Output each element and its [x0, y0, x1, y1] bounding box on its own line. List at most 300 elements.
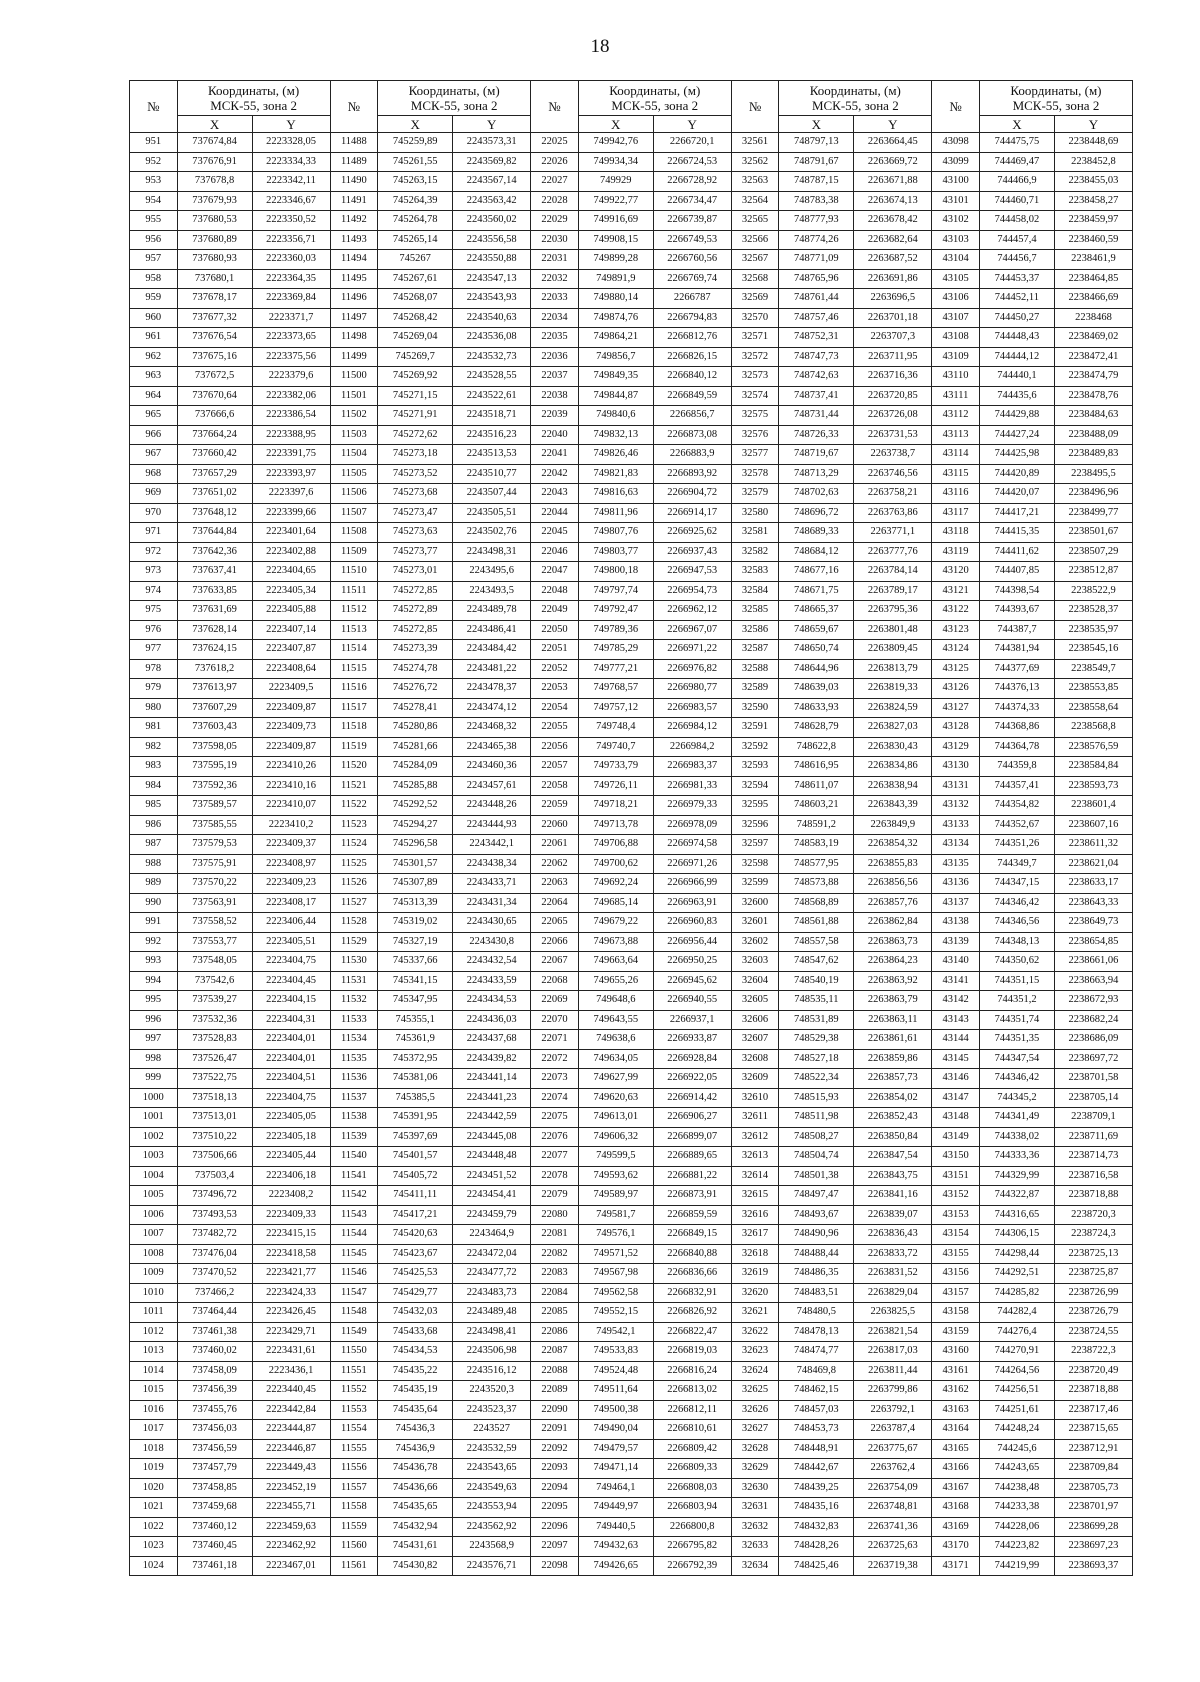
y-coordinate-cell: 2243454,41: [453, 1186, 531, 1206]
x-coordinate-cell: 744276,4: [979, 1322, 1054, 1342]
x-coordinate-cell: 749713,78: [578, 815, 653, 835]
x-coordinate-cell: 744357,41: [979, 776, 1054, 796]
x-coordinate-cell: 749916,69: [578, 211, 653, 231]
y-coordinate-cell: 2266832,91: [653, 1283, 731, 1303]
y-coordinate-cell: 2266826,92: [653, 1303, 731, 1323]
x-coordinate-cell: 744377,69: [979, 659, 1054, 679]
point-number-cell: 1008: [130, 1244, 178, 1264]
y-coordinate-cell: 2238455,03: [1054, 172, 1132, 192]
table-row: [130, 1283, 1133, 1303]
point-number-cell: 32622: [731, 1322, 779, 1342]
point-number-cell: 43105: [932, 269, 980, 289]
table-row: [130, 1381, 1133, 1401]
point-number-cell: 22034: [531, 308, 579, 328]
point-number-cell: 22057: [531, 757, 579, 777]
x-coordinate-cell: 745273,18: [378, 445, 453, 465]
point-number-cell: 997: [130, 1030, 178, 1050]
point-number-cell: 11549: [330, 1322, 378, 1342]
point-number-cell: 951: [130, 133, 178, 153]
point-number-cell: 11534: [330, 1030, 378, 1050]
x-coordinate-cell: 748490,96: [779, 1225, 854, 1245]
x-coordinate-cell: 749673,88: [578, 932, 653, 952]
y-coordinate-cell: 2223429,71: [252, 1322, 330, 1342]
y-coordinate-cell: 2238472,41: [1054, 347, 1132, 367]
y-coordinate-cell: 2243431,34: [453, 893, 531, 913]
point-number-cell: 32591: [731, 718, 779, 738]
y-coordinate-cell: 2238697,23: [1054, 1537, 1132, 1557]
coords-header: [378, 81, 531, 116]
point-number-cell: 22086: [531, 1322, 579, 1342]
point-number-cell: 32608: [731, 1049, 779, 1069]
y-coordinate-cell: 2238697,72: [1054, 1049, 1132, 1069]
coords-header-line2: МСК-55, зона 2: [1012, 98, 1100, 113]
point-number-cell: 32580: [731, 503, 779, 523]
table-row: [130, 991, 1133, 1011]
point-number-cell: 43134: [932, 835, 980, 855]
point-number-cell: 22088: [531, 1361, 579, 1381]
y-coordinate-cell: 2223386,54: [252, 406, 330, 426]
point-number-cell: 990: [130, 893, 178, 913]
x-coordinate-cell: 749542,1: [578, 1322, 653, 1342]
x-coordinate-cell: 749821,83: [578, 464, 653, 484]
y-coordinate-cell: 2263725,63: [854, 1537, 932, 1557]
x-coordinate-cell: 737666,6: [177, 406, 252, 426]
x-coordinate-cell: 749685,14: [578, 893, 653, 913]
point-number-cell: 22069: [531, 991, 579, 1011]
y-coordinate-cell: 2223467,01: [252, 1556, 330, 1576]
x-coordinate-cell: 737657,29: [177, 464, 252, 484]
y-coordinate-cell: 2266795,82: [653, 1537, 731, 1557]
y-coordinate-cell: 2266809,42: [653, 1439, 731, 1459]
x-coordinate-cell: 749634,05: [578, 1049, 653, 1069]
point-number-cell: 43150: [932, 1147, 980, 1167]
point-number-cell: 43167: [932, 1478, 980, 1498]
y-coordinate-cell: 2243486,41: [453, 620, 531, 640]
point-number-cell: 22076: [531, 1127, 579, 1147]
y-coordinate-cell: 2223369,84: [252, 289, 330, 309]
point-number-cell: 43155: [932, 1244, 980, 1264]
y-coordinate-cell: 2266800,8: [653, 1517, 731, 1537]
y-coordinate-cell: 2266812,76: [653, 328, 731, 348]
x-coordinate-cell: 737558,52: [177, 913, 252, 933]
y-coordinate-cell: 2243560,02: [453, 211, 531, 231]
point-number-cell: 22035: [531, 328, 579, 348]
point-number-cell: 22046: [531, 542, 579, 562]
y-coordinate-cell: 2243433,59: [453, 971, 531, 991]
y-coordinate-cell: 2223408,2: [252, 1186, 330, 1206]
x-coordinate-cell: 749929: [578, 172, 653, 192]
point-number-cell: 973: [130, 562, 178, 582]
point-number-cell: 43169: [932, 1517, 980, 1537]
x-coordinate-cell: 745268,42: [378, 308, 453, 328]
y-coordinate-cell: 2263795,36: [854, 601, 932, 621]
x-coordinate-cell: 749643,55: [578, 1010, 653, 1030]
point-number-cell: 32577: [731, 445, 779, 465]
table-row: [130, 269, 1133, 289]
y-coordinate-cell: 2223397,6: [252, 484, 330, 504]
y-coordinate-cell: 2266849,15: [653, 1225, 731, 1245]
point-number-cell: 22066: [531, 932, 579, 952]
x-coordinate-cell: 745432,03: [378, 1303, 453, 1323]
y-coordinate-cell: 2238448,69: [1054, 133, 1132, 153]
point-number-cell: 22074: [531, 1088, 579, 1108]
point-number-cell: 11561: [330, 1556, 378, 1576]
y-coordinate-cell: 2266980,77: [653, 679, 731, 699]
x-coordinate-cell: 745263,15: [378, 172, 453, 192]
y-coordinate-cell: 2238545,16: [1054, 640, 1132, 660]
y-coordinate-cell: 2243543,93: [453, 289, 531, 309]
point-number-cell: 11519: [330, 737, 378, 757]
point-number-cell: 979: [130, 679, 178, 699]
point-number-cell: 32623: [731, 1342, 779, 1362]
x-coordinate-cell: 748457,03: [779, 1400, 854, 1420]
x-coordinate-cell: 737458,09: [177, 1361, 252, 1381]
x-coordinate-cell: 745281,66: [378, 737, 453, 757]
y-coordinate-cell: 2238496,96: [1054, 484, 1132, 504]
y-coordinate-cell: 2223334,33: [252, 152, 330, 172]
x-coordinate-cell: 744306,15: [979, 1225, 1054, 1245]
x-coordinate-cell: 737631,69: [177, 601, 252, 621]
x-coordinate-cell: 745273,68: [378, 484, 453, 504]
y-coordinate-cell: 2243481,22: [453, 659, 531, 679]
y-coordinate-cell: 2238693,37: [1054, 1556, 1132, 1576]
x-coordinate-cell: 745272,62: [378, 425, 453, 445]
y-coordinate-cell: 2223373,65: [252, 328, 330, 348]
point-number-cell: 43116: [932, 484, 980, 504]
point-number-cell: 43151: [932, 1166, 980, 1186]
y-coordinate-cell: 2263664,45: [854, 133, 932, 153]
x-coordinate-cell: 744376,13: [979, 679, 1054, 699]
y-coordinate-cell: 2223350,52: [252, 211, 330, 231]
y-coordinate-cell: 2263839,07: [854, 1205, 932, 1225]
point-number-cell: 32572: [731, 347, 779, 367]
y-coordinate-cell: 2266859,59: [653, 1205, 731, 1225]
point-number-cell: 22067: [531, 952, 579, 972]
point-number-cell: 43102: [932, 211, 980, 231]
point-number-cell: 43129: [932, 737, 980, 757]
table-row: [130, 1439, 1133, 1459]
point-number-cell: 43141: [932, 971, 980, 991]
x-coordinate-cell: 744223,82: [979, 1537, 1054, 1557]
x-coordinate-cell: 737542,6: [177, 971, 252, 991]
x-coordinate-cell: 748561,88: [779, 913, 854, 933]
point-number-cell: 992: [130, 932, 178, 952]
y-coordinate-cell: 2243460,36: [453, 757, 531, 777]
point-number-cell: 43127: [932, 698, 980, 718]
x-header: X: [578, 116, 653, 133]
x-coordinate-cell: 744415,35: [979, 523, 1054, 543]
y-coordinate-cell: 2243532,73: [453, 347, 531, 367]
point-number-cell: 32583: [731, 562, 779, 582]
point-number-cell: 43138: [932, 913, 980, 933]
y-coordinate-cell: 2223405,34: [252, 581, 330, 601]
x-coordinate-cell: 748577,95: [779, 854, 854, 874]
y-coordinate-cell: 2266933,87: [653, 1030, 731, 1050]
point-number-cell: 32628: [731, 1439, 779, 1459]
x-coordinate-cell: 749922,77: [578, 191, 653, 211]
point-number-cell: 11502: [330, 406, 378, 426]
x-coordinate-cell: 737613,97: [177, 679, 252, 699]
y-coordinate-cell: 2238474,79: [1054, 367, 1132, 387]
x-coordinate-cell: 748726,33: [779, 425, 854, 445]
point-number-cell: 961: [130, 328, 178, 348]
point-number-cell: 11551: [330, 1361, 378, 1381]
y-coordinate-cell: 2266809,33: [653, 1459, 731, 1479]
y-coordinate-cell: 2263674,13: [854, 191, 932, 211]
x-coordinate-cell: 737679,93: [177, 191, 252, 211]
point-number-cell: 32570: [731, 308, 779, 328]
y-coordinate-cell: 2223379,6: [252, 367, 330, 387]
point-number-cell: 22079: [531, 1186, 579, 1206]
point-number-cell: 43104: [932, 250, 980, 270]
y-coordinate-cell: 2223444,87: [252, 1420, 330, 1440]
y-coordinate-cell: 2238601,4: [1054, 796, 1132, 816]
x-coordinate-cell: 745347,95: [378, 991, 453, 1011]
y-coordinate-cell: 2223408,17: [252, 893, 330, 913]
x-coordinate-cell: 748737,41: [779, 386, 854, 406]
point-number-cell: 969: [130, 484, 178, 504]
point-number-cell: 43132: [932, 796, 980, 816]
point-number-cell: 22081: [531, 1225, 579, 1245]
table-row: [130, 1108, 1133, 1128]
y-coordinate-cell: 2243527: [453, 1420, 531, 1440]
point-number-cell: 43161: [932, 1361, 980, 1381]
x-coordinate-cell: 745261,55: [378, 152, 453, 172]
point-number-cell: 43158: [932, 1303, 980, 1323]
x-coordinate-cell: 748583,19: [779, 835, 854, 855]
x-coordinate-cell: 749800,18: [578, 562, 653, 582]
point-number-cell: 32565: [731, 211, 779, 231]
y-coordinate-cell: 2263691,86: [854, 269, 932, 289]
x-coordinate-cell: 748474,77: [779, 1342, 854, 1362]
point-number-cell: 43135: [932, 854, 980, 874]
point-number-cell: 956: [130, 230, 178, 250]
point-number-cell: 43145: [932, 1049, 980, 1069]
point-number-cell: 22082: [531, 1244, 579, 1264]
y-coordinate-cell: 2263829,04: [854, 1283, 932, 1303]
x-coordinate-cell: 744351,26: [979, 835, 1054, 855]
y-coordinate-cell: 2243563,42: [453, 191, 531, 211]
x-coordinate-cell: 748611,07: [779, 776, 854, 796]
point-number-cell: 11521: [330, 776, 378, 796]
x-coordinate-cell: 748665,37: [779, 601, 854, 621]
y-coordinate-cell: 2238621,04: [1054, 854, 1132, 874]
y-coordinate-cell: 2238469,02: [1054, 328, 1132, 348]
table-row: [130, 796, 1133, 816]
point-number-cell: 994: [130, 971, 178, 991]
point-number-cell: 1017: [130, 1420, 178, 1440]
point-number-cell: 22048: [531, 581, 579, 601]
point-number-cell: 32613: [731, 1147, 779, 1167]
y-coordinate-cell: 2263838,94: [854, 776, 932, 796]
y-coordinate-cell: 2263833,72: [854, 1244, 932, 1264]
point-number-cell: 965: [130, 406, 178, 426]
y-coordinate-cell: 2223409,23: [252, 874, 330, 894]
y-coordinate-cell: 2266971,22: [653, 640, 731, 660]
point-number-cell: 22036: [531, 347, 579, 367]
point-number-cell: 22044: [531, 503, 579, 523]
y-coordinate-cell: 2243457,61: [453, 776, 531, 796]
x-coordinate-cell: 745273,77: [378, 542, 453, 562]
y-coordinate-cell: 2243441,14: [453, 1069, 531, 1089]
x-coordinate-cell: 745385,5: [378, 1088, 453, 1108]
point-number-cell: 986: [130, 815, 178, 835]
point-number-cell: 22062: [531, 854, 579, 874]
x-coordinate-cell: 737585,55: [177, 815, 252, 835]
y-coordinate-cell: 2243550,88: [453, 250, 531, 270]
x-coordinate-cell: 744440,1: [979, 367, 1054, 387]
y-coordinate-cell: 2266947,53: [653, 562, 731, 582]
x-coordinate-cell: 737493,53: [177, 1205, 252, 1225]
point-number-cell: 32605: [731, 991, 779, 1011]
x-coordinate-cell: 745301,57: [378, 854, 453, 874]
x-coordinate-cell: 744452,11: [979, 289, 1054, 309]
x-coordinate-cell: 749627,99: [578, 1069, 653, 1089]
y-coordinate-cell: 2238725,13: [1054, 1244, 1132, 1264]
y-coordinate-cell: 2266724,53: [653, 152, 731, 172]
point-number-cell: 11528: [330, 913, 378, 933]
y-coordinate-cell: 2223405,05: [252, 1108, 330, 1128]
x-coordinate-cell: 748671,75: [779, 581, 854, 601]
table-body: [130, 133, 1133, 1576]
x-coordinate-cell: 737522,75: [177, 1069, 252, 1089]
point-number-cell: 43099: [932, 152, 980, 172]
y-coordinate-cell: 2243576,71: [453, 1556, 531, 1576]
point-number-cell: 43133: [932, 815, 980, 835]
y-coordinate-cell: 2263763,86: [854, 503, 932, 523]
point-number-cell: 32598: [731, 854, 779, 874]
point-number-cell: 43101: [932, 191, 980, 211]
y-coordinate-cell: 2243540,63: [453, 308, 531, 328]
table-row: [130, 854, 1133, 874]
y-coordinate-cell: 2243523,37: [453, 1400, 531, 1420]
y-coordinate-cell: 2266734,47: [653, 191, 731, 211]
y-coordinate-cell: 2243434,53: [453, 991, 531, 1011]
x-coordinate-cell: 748535,11: [779, 991, 854, 1011]
x-coordinate-cell: 744359,8: [979, 757, 1054, 777]
point-number-cell: 32624: [731, 1361, 779, 1381]
x-coordinate-cell: 748757,46: [779, 308, 854, 328]
point-number-cell: 22052: [531, 659, 579, 679]
number-header: №: [731, 81, 779, 133]
table-row: [130, 503, 1133, 523]
y-coordinate-cell: 2263671,88: [854, 172, 932, 192]
y-coordinate-cell: 2243520,3: [453, 1381, 531, 1401]
x-coordinate-cell: 745278,41: [378, 698, 453, 718]
x-coordinate-cell: 745432,94: [378, 1517, 453, 1537]
x-coordinate-cell: 749789,36: [578, 620, 653, 640]
y-coordinate-cell: 2266792,39: [653, 1556, 731, 1576]
table-row: [130, 1069, 1133, 1089]
x-coordinate-cell: 749567,98: [578, 1264, 653, 1284]
table-row: [130, 172, 1133, 192]
y-coordinate-cell: 2223410,26: [252, 757, 330, 777]
y-coordinate-cell: 2223406,18: [252, 1166, 330, 1186]
y-coordinate-cell: 2223382,06: [252, 386, 330, 406]
y-coordinate-cell: 2238633,17: [1054, 874, 1132, 894]
point-number-cell: 32573: [731, 367, 779, 387]
y-coordinate-cell: 2263831,52: [854, 1264, 932, 1284]
point-number-cell: 11531: [330, 971, 378, 991]
y-coordinate-cell: 2238720,49: [1054, 1361, 1132, 1381]
x-coordinate-cell: 748783,38: [779, 191, 854, 211]
point-number-cell: 43117: [932, 503, 980, 523]
y-coordinate-cell: 2266810,61: [653, 1420, 731, 1440]
y-coordinate-cell: 2263834,86: [854, 757, 932, 777]
y-coordinate-cell: 2238522,9: [1054, 581, 1132, 601]
point-number-cell: 43114: [932, 445, 980, 465]
y-coordinate-cell: 2223409,37: [252, 835, 330, 855]
y-coordinate-cell: 2223408,64: [252, 659, 330, 679]
point-number-cell: 952: [130, 152, 178, 172]
point-number-cell: 32627: [731, 1420, 779, 1440]
point-number-cell: 996: [130, 1010, 178, 1030]
point-number-cell: 11498: [330, 328, 378, 348]
x-coordinate-cell: 744435,6: [979, 386, 1054, 406]
y-coordinate-cell: 2223462,92: [252, 1537, 330, 1557]
x-coordinate-cell: 745436,66: [378, 1478, 453, 1498]
x-coordinate-cell: 749648,6: [578, 991, 653, 1011]
y-coordinate-cell: 2238718,88: [1054, 1186, 1132, 1206]
x-coordinate-cell: 744256,51: [979, 1381, 1054, 1401]
point-number-cell: 11509: [330, 542, 378, 562]
y-coordinate-cell: 2263678,42: [854, 211, 932, 231]
page-number: 18: [590, 36, 610, 57]
point-number-cell: 11514: [330, 640, 378, 660]
x-coordinate-cell: 749679,22: [578, 913, 653, 933]
y-coordinate-cell: 2223404,15: [252, 991, 330, 1011]
x-coordinate-cell: 749844,87: [578, 386, 653, 406]
point-number-cell: 22070: [531, 1010, 579, 1030]
y-coordinate-cell: 2263754,09: [854, 1478, 932, 1498]
x-coordinate-cell: 748628,79: [779, 718, 854, 738]
point-number-cell: 43125: [932, 659, 980, 679]
point-number-cell: 11553: [330, 1400, 378, 1420]
y-coordinate-cell: 2243568,9: [453, 1537, 531, 1557]
point-number-cell: 1012: [130, 1322, 178, 1342]
point-number-cell: 32631: [731, 1498, 779, 1518]
point-number-cell: 993: [130, 952, 178, 972]
point-number-cell: 43119: [932, 542, 980, 562]
x-coordinate-cell: 737458,85: [177, 1478, 252, 1498]
y-coordinate-cell: 2263854,32: [854, 835, 932, 855]
point-number-cell: 22092: [531, 1439, 579, 1459]
x-coordinate-cell: 745313,39: [378, 893, 453, 913]
y-coordinate-cell: 2243502,76: [453, 523, 531, 543]
y-coordinate-cell: 2266720,1: [653, 133, 731, 153]
y-coordinate-cell: 2238682,24: [1054, 1010, 1132, 1030]
y-coordinate-cell: 2263784,14: [854, 562, 932, 582]
x-coordinate-cell: 749700,62: [578, 854, 653, 874]
y-coordinate-cell: 2223407,14: [252, 620, 330, 640]
point-number-cell: 32585: [731, 601, 779, 621]
point-number-cell: 980: [130, 698, 178, 718]
point-number-cell: 11496: [330, 289, 378, 309]
x-coordinate-cell: 748540,19: [779, 971, 854, 991]
x-coordinate-cell: 737670,64: [177, 386, 252, 406]
y-coordinate-cell: 2263731,53: [854, 425, 932, 445]
x-coordinate-cell: 737618,2: [177, 659, 252, 679]
y-coordinate-cell: 2263787,4: [854, 1420, 932, 1440]
y-coordinate-cell: 2238716,58: [1054, 1166, 1132, 1186]
y-coordinate-cell: 2266978,09: [653, 815, 731, 835]
y-coordinate-cell: 2243528,55: [453, 367, 531, 387]
x-coordinate-cell: 744322,87: [979, 1186, 1054, 1206]
y-coordinate-cell: 2223404,45: [252, 971, 330, 991]
point-number-cell: 11501: [330, 386, 378, 406]
x-coordinate-cell: 737460,02: [177, 1342, 252, 1362]
y-coordinate-cell: 2223410,16: [252, 776, 330, 796]
